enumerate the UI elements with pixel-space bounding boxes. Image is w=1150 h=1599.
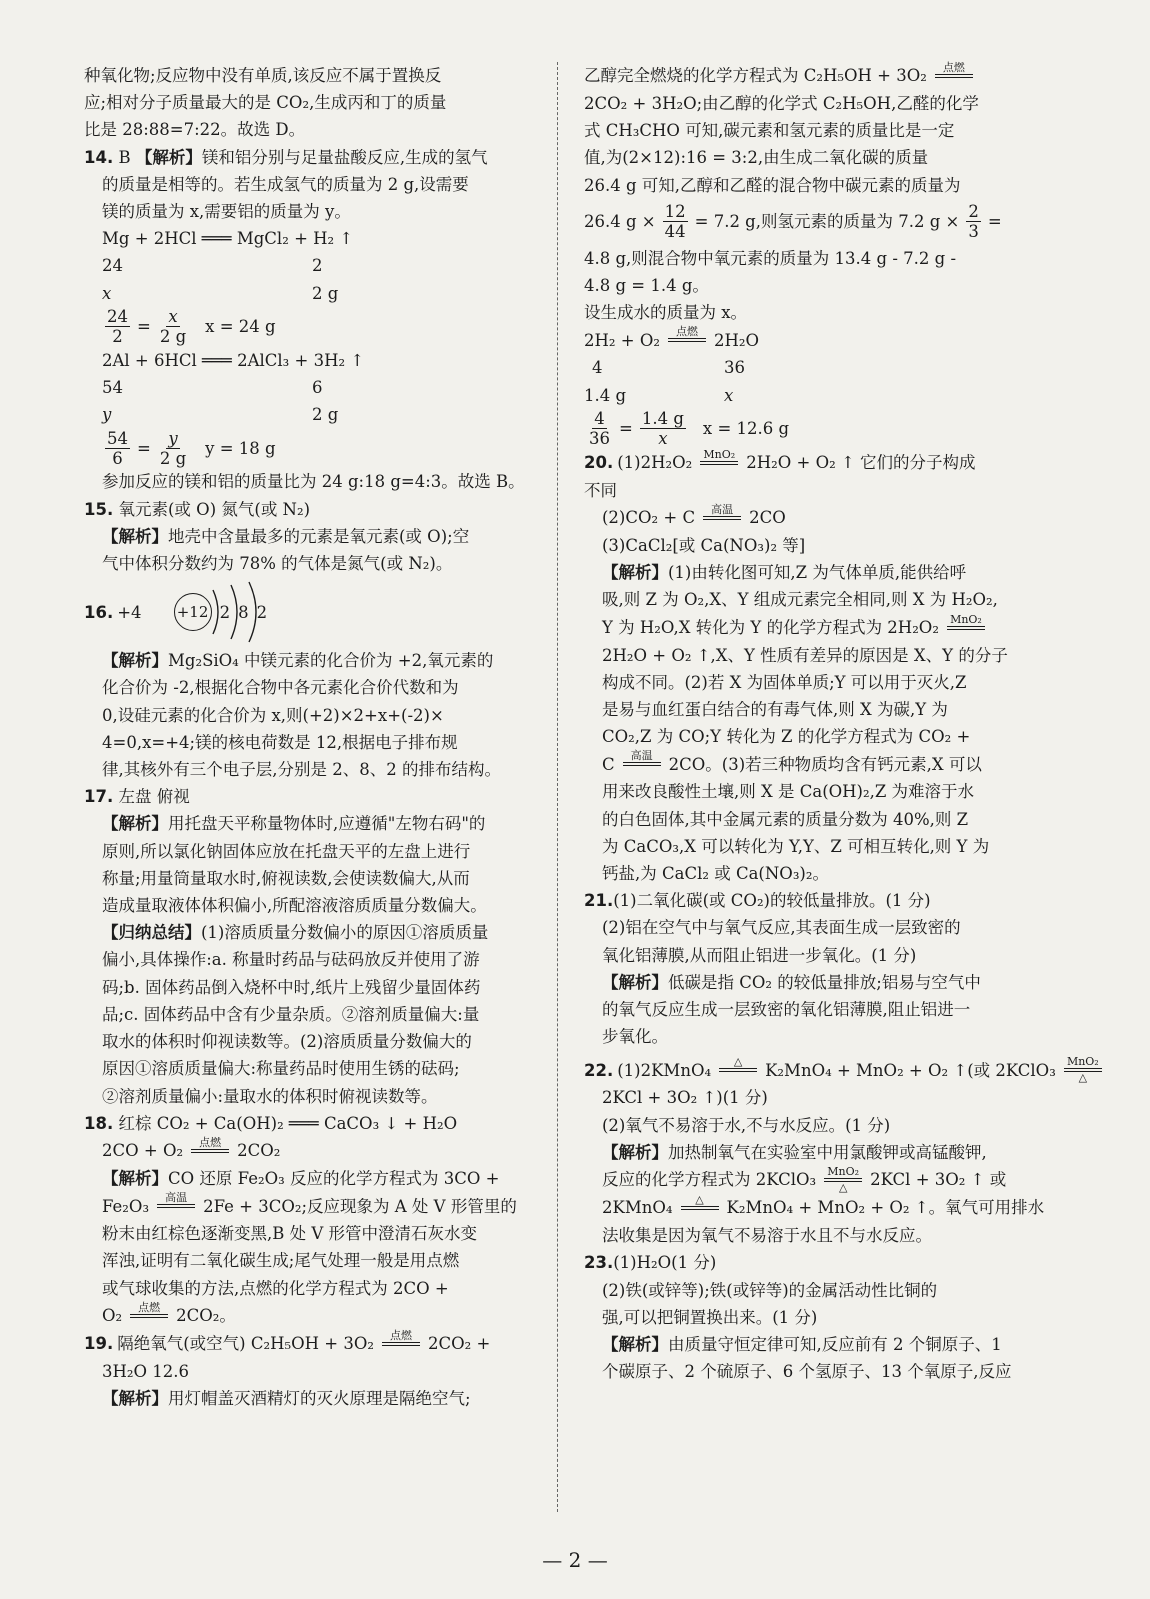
- analysis: [84, 810, 536, 837]
- numerator: x: [168, 307, 178, 327]
- analysis: [84, 523, 536, 550]
- text-line: 浑浊,证明有二氧化碳生成;尾气处理一般是用点燃: [102, 1251, 460, 1271]
- fraction: [587, 409, 612, 448]
- text-line: [584, 199, 1060, 245]
- analysis-text: (1)由转化图可知,Z 为气体单质,能供给呼: [668, 563, 967, 583]
- value: x: [102, 283, 112, 303]
- electron-count: 8: [238, 602, 249, 622]
- text: 乙醇完全燃烧的化学方程式为 C₂H₅OH + 3O₂: [584, 66, 927, 86]
- analysis-tag: 【解析】: [135, 147, 202, 167]
- analysis: [84, 647, 536, 674]
- summary-text: (1)溶质质量分数偏小的原因①溶质质量: [201, 923, 489, 943]
- text-line: 或气球收集的方法,点燃的化学方程式为 2CO +: [102, 1278, 449, 1298]
- numerator: 24: [107, 307, 128, 327]
- analysis-text: 加热制氧气在实验室中用氯酸钾或高锰酸钾,: [668, 1142, 987, 1162]
- result: x = 24 g: [205, 317, 276, 337]
- fraction: [158, 429, 188, 468]
- text-line: 镁的质量为 x,需要铝的质量为 y。: [102, 202, 351, 222]
- text: Y 为 H₂O,X 转化为 Y 的化学方程式为 2H₂O₂: [602, 618, 939, 638]
- text-line: 的氧气反应生成一层致密的氧化铝薄膜,阻止铝进一: [602, 1000, 971, 1020]
- text-line: 不同: [584, 480, 617, 500]
- products: 2CO₂。: [176, 1306, 236, 1326]
- text-line: (2)铝在空气中与氧气反应,其表面生成一层致密的: [602, 918, 961, 938]
- denominator: 2 g: [159, 327, 187, 347]
- text-line: 3H₂O 12.6: [102, 1361, 190, 1381]
- text-line: 钙盐,为 CaCl₂ 或 Ca(NO₃)₂。: [602, 864, 829, 884]
- equation-mass-row: [584, 354, 1060, 381]
- text: 2Fe + 3CO₂;反应现象为 A 处 V 形管里的: [203, 1196, 517, 1216]
- question-22: [584, 1055, 1099, 1085]
- question-number: 17.: [84, 787, 114, 807]
- fraction: [966, 202, 981, 241]
- equation-mass-row: [84, 252, 536, 279]
- electron-count: 2: [219, 602, 231, 622]
- reaction-condition: [382, 1330, 420, 1358]
- equals-bar: [700, 461, 738, 465]
- condition-label: △: [1078, 1071, 1088, 1085]
- condition-label: 点燃: [675, 325, 698, 339]
- answer: (1)二氧化碳(或 CO₂)的较低量排放。(1 分): [613, 891, 931, 911]
- text-line: 2KCl + 3O₂ ↑)(1 分): [602, 1088, 768, 1108]
- reaction-condition: [668, 326, 706, 354]
- electron-shell-arcs: [205, 580, 265, 644]
- result: y = 18 g: [205, 438, 276, 458]
- analysis-tag: 【解析】: [602, 972, 668, 992]
- summary: [84, 919, 536, 946]
- text-line: 用来改良酸性土壤,则 X 是 Ca(OH)₂,Z 为难溶于水: [602, 782, 975, 802]
- text-line: 的白色固体,其中金属元素的质量分数为 40%,则 Z: [602, 809, 969, 829]
- analysis-text: 用灯帽盖灭酒精灯的灭火原理是隔绝空气;: [168, 1388, 471, 1408]
- analysis-tag: 【解析】: [602, 1142, 668, 1162]
- text-line: 值,为(2×12):16 = 3:2,由生成二氧化碳的质量: [584, 148, 929, 168]
- equation: 2Al + 6HCl ═══ 2AlCl₃ + 3H₂ ↑: [102, 350, 365, 370]
- equals-bar: [935, 74, 973, 78]
- text-line: (2)铁(或锌等);铁(或锌等)的金属活动性比铜的: [602, 1280, 938, 1300]
- fraction: [158, 307, 188, 346]
- text-line: 构成不同。(2)若 X 为固体单质;Y 可以用于灭火,Z: [602, 672, 967, 692]
- analysis: [584, 1139, 1060, 1166]
- text-line: ②溶剂质量偏小:量取水的体积时俯视读数等。: [102, 1086, 438, 1106]
- denominator: x: [658, 429, 668, 449]
- text-line: 4.8 g,则混合物中氧元素的质量为 13.4 g - 7.2 g -: [584, 248, 957, 268]
- analysis-tag: 【解析】: [102, 1168, 168, 1188]
- text-line: 步氧化。: [602, 1027, 668, 1047]
- answer: (1)2KMnO₄: [617, 1060, 712, 1080]
- fraction: [640, 409, 686, 448]
- value: y: [102, 405, 112, 425]
- text-line: 码;b. 固体药品倒入烧杯中时,纸片上残留少量固体药: [102, 977, 481, 997]
- equals-bar: [191, 1149, 229, 1153]
- reactants: O₂: [102, 1306, 123, 1326]
- reactants: Fe₂O₃: [102, 1196, 150, 1216]
- analysis-text: 由质量守恒定律可知,反应前有 2 个铜原子、1: [668, 1334, 1002, 1354]
- text: 2KMnO₄: [602, 1198, 673, 1218]
- answer: 左盘 俯视: [118, 787, 190, 807]
- value: 2: [312, 256, 323, 276]
- nucleus: +12: [174, 593, 212, 631]
- text: K₂MnO₄ + MnO₂ + O₂ ↑。氧气可用排水: [726, 1198, 1045, 1218]
- equation-mass-row: [84, 374, 536, 401]
- condition-label: 高温: [165, 1191, 188, 1205]
- denominator: 2: [112, 327, 123, 347]
- analysis-tag: 【解析】: [102, 814, 168, 834]
- fraction: [105, 307, 130, 346]
- reaction-condition: [1064, 1056, 1102, 1084]
- text-line: 粉末由红棕色逐渐变黑,B 处 V 形管中澄清石灰水变: [102, 1224, 478, 1244]
- question-23: [584, 1249, 1060, 1276]
- text-line: 2H₂O + O₂ ↑,X、Y 性质有差异的原因是 X、Y 的分子: [602, 645, 1008, 665]
- equals: =: [137, 317, 151, 337]
- text-line: 比是 28:88=7:22。故选 D。: [84, 120, 306, 140]
- condition-label: 点燃: [199, 1135, 222, 1149]
- question-number: 19.: [84, 1334, 114, 1354]
- text-line: 为 CaCO₃,X 可以转化为 Y,Y、Z 可相互转化,则 Y 为: [602, 836, 990, 856]
- analysis-tag: 【解析】: [102, 526, 168, 546]
- products: 2H₂O: [713, 330, 759, 350]
- analysis: [84, 1165, 536, 1192]
- summary-tag: 【归纳总结】: [102, 923, 201, 943]
- text: 2KCl + 3O₂ ↑ 或: [870, 1170, 1007, 1190]
- question-21: [584, 887, 1060, 914]
- text-line: 律,其核外有三个电子层,分别是 2、8、2 的排布结构。: [102, 760, 501, 780]
- question-number: 15.: [84, 499, 114, 519]
- numerator: 12: [664, 202, 686, 222]
- value: 36: [724, 358, 745, 378]
- text-line: CO₂,Z 为 CO;Y 转化为 Z 的化学方程式为 CO₂ +: [602, 727, 971, 747]
- numerator: 2: [968, 202, 979, 222]
- text-line: 应;相对分子质量最大的是 CO₂,生成丙和丁的质量: [84, 93, 447, 113]
- answer: (1)2H₂O₂: [617, 453, 693, 473]
- text-line: (2)氧气不易溶于水,不与水反应。(1 分): [602, 1115, 891, 1135]
- condition-label: 点燃: [942, 61, 965, 74]
- question-19: [84, 1330, 536, 1358]
- text-line: 0,设硅元素的化合价为 x,则(+2)×2+x+(-2)×: [102, 705, 444, 725]
- equation: [84, 1302, 536, 1330]
- text: 2CO。(3)若三种物质均含有钙元素,X 可以: [668, 754, 982, 774]
- proportion: [84, 428, 536, 468]
- value: x: [724, 385, 734, 405]
- text-line: 4=0,x=+4;镁的核电荷数是 12,根据电子排布规: [102, 732, 458, 752]
- text-line: 吸,则 Z 为 O₂,X、Y 组成元素完全相同,则 X 为 H₂O₂,: [602, 590, 998, 610]
- text-line: 式 CH₃CHO 可知,碳元素和氢元素的质量比是一定: [584, 121, 955, 141]
- value: 4: [592, 358, 603, 378]
- text-line: [584, 614, 1060, 642]
- condition-label: 高温: [711, 503, 734, 517]
- text-line: 偏小,具体操作:a. 称量时药品与砝码放反并使用了游: [102, 950, 480, 970]
- text: C: [602, 754, 615, 774]
- condition-label: △: [733, 1055, 743, 1069]
- equals-bar: [703, 516, 741, 520]
- text-line: [84, 1192, 536, 1220]
- condition-label: MnO₂: [950, 612, 982, 626]
- value: 1.4 g: [584, 385, 627, 405]
- question-16: [84, 577, 536, 647]
- equation-mass-row: [84, 280, 536, 307]
- denominator: 44: [664, 222, 686, 242]
- text-line: 26.4 g 可知,乙醇和乙醛的混合物中碳元素的质量为: [584, 175, 961, 195]
- value: 24: [102, 256, 123, 276]
- analysis-text: 用托盘天平称量物体时,应遵循"左物右码"的: [168, 814, 486, 834]
- answer: +4: [117, 602, 142, 622]
- numerator: 4: [594, 409, 605, 429]
- text-line: 4.8 g = 1.4 g。: [584, 276, 709, 296]
- answer: 红棕 CO₂ + Ca(OH)₂ ═══ CaCO₃ ↓ + H₂O: [118, 1113, 458, 1133]
- reaction-condition: [719, 1056, 757, 1084]
- text-line: 个碳原子、2 个硫原子、6 个氢原子、13 个氧原子,反应: [602, 1362, 1012, 1382]
- products: 2CO₂: [237, 1141, 281, 1161]
- equals: =: [137, 438, 151, 458]
- value: 2 g: [312, 283, 339, 303]
- text-line: [584, 62, 1060, 90]
- text-line: (3)CaCl₂[或 Ca(NO₃)₂ 等]: [602, 536, 806, 556]
- answer: [584, 504, 1060, 532]
- reaction-condition: [824, 1166, 862, 1194]
- condition-label: 点燃: [138, 1300, 161, 1314]
- electron-count: 2: [256, 602, 268, 622]
- condition-label: △: [695, 1193, 704, 1207]
- text-line: 2CO₂ + 3H₂O;由乙醇的化学式 C₂H₅OH,乙醛的化学: [584, 94, 979, 113]
- text-line: [584, 750, 1060, 778]
- analysis-text: CO 还原 Fe₂O₃ 反应的化学方程式为 3CO +: [168, 1168, 500, 1188]
- numerator: 1.4 g: [641, 409, 684, 429]
- text-line: 参加反应的镁和铝的质量比为 24 g:18 g=4:3。故选 B。: [102, 472, 525, 492]
- reaction-condition: [700, 449, 738, 477]
- condition-label: 点燃: [389, 1328, 412, 1342]
- reaction-condition: [681, 1194, 719, 1222]
- question-number: 18.: [84, 1113, 114, 1133]
- text-line: 原因①溶质质量偏大:称量药品时使用生锈的砝码;: [102, 1059, 460, 1079]
- analysis-tag: 【解析】: [602, 1334, 668, 1354]
- answer: B: [118, 147, 131, 167]
- equation: [584, 326, 1060, 354]
- left-column: [84, 62, 536, 1412]
- analysis: [584, 969, 1060, 996]
- reactants: 2H₂ + O₂: [584, 330, 660, 350]
- answer: (1)H₂O(1 分): [613, 1253, 717, 1273]
- text: 26.4 g ×: [584, 212, 656, 232]
- text-line: 气中体积分数约为 78% 的气体是氮气(或 N₂)。: [102, 554, 453, 574]
- reaction-condition: [935, 62, 973, 90]
- right-column: [584, 61, 1099, 1385]
- equals: =: [619, 419, 633, 439]
- equals-bar: [719, 1068, 757, 1072]
- text-line: 称量;用量筒量取水时,俯视读数,会使读数偏大,从而: [102, 868, 470, 888]
- equals-bar: [668, 338, 706, 342]
- text-line: 氧化铝薄膜,从而阻止铝进一步氧化。(1 分): [602, 945, 917, 965]
- text-line: 原则,所以氯化钠固体应放在托盘天平的左盘上进行: [102, 841, 471, 861]
- question-15: [84, 496, 536, 523]
- reaction-condition: [157, 1192, 195, 1220]
- proportion: [584, 409, 1060, 449]
- reaction-condition: [623, 750, 661, 778]
- reaction-condition: [130, 1302, 168, 1330]
- text-line: 品;c. 固体药品中含有少量杂质。②溶剂质量偏大:量: [102, 1004, 480, 1024]
- text-line: 的质量是相等的。若生成氢气的质量为 2 g,设需要: [102, 174, 469, 194]
- value: 2 g: [312, 405, 339, 425]
- equals-bar: [681, 1206, 719, 1210]
- condition-label: △: [838, 1181, 848, 1195]
- condition-label: MnO₂: [1066, 1055, 1099, 1069]
- analysis: [584, 1331, 1060, 1358]
- answer: 2CO₂ +: [427, 1334, 491, 1354]
- result: x = 12.6 g: [702, 419, 790, 439]
- text-line: 强,可以把铜置换出来。(1 分): [602, 1307, 818, 1327]
- denominator: 3: [968, 222, 979, 242]
- reaction-condition: [947, 614, 985, 642]
- answer: 2H₂O + O₂ ↑ 它们的分子构成: [746, 453, 976, 473]
- question-number: 16.: [84, 602, 114, 622]
- fraction: [105, 429, 130, 468]
- question-number: 21.: [584, 891, 614, 911]
- page-number: — 2 —: [542, 1548, 608, 1572]
- analysis-text: Mg₂SiO₄ 中镁元素的化合价为 +2,氧元素的: [168, 651, 494, 671]
- question-number: 22.: [584, 1060, 614, 1080]
- text-line: 是易与血红蛋白结合的有毒气体,则 X 为碳,Y 为: [602, 700, 948, 720]
- equals-bar: [947, 626, 985, 630]
- value: 54: [102, 378, 123, 398]
- answer: K₂MnO₄ + MnO₂ + O₂ ↑(或 2KClO₃: [765, 1060, 1056, 1080]
- analysis-tag: 【解析】: [602, 563, 668, 583]
- value: 6: [312, 378, 323, 398]
- atom-structure-diagram: [174, 580, 266, 644]
- reactants: (2)CO₂ + C: [602, 508, 696, 528]
- analysis-tag: 【解析】: [102, 1388, 168, 1408]
- column-divider: [557, 62, 558, 1512]
- analysis-text: 低碳是指 CO₂ 的较低量排放;铝易与空气中: [668, 972, 981, 992]
- text-line: [584, 1194, 1060, 1222]
- equals-bar: [623, 762, 661, 766]
- condition-label: MnO₂: [703, 447, 736, 461]
- analysis: [84, 1385, 536, 1412]
- text-line: [584, 1166, 1060, 1194]
- text-line: 化合价为 -2,根据化合物中各元素化合价代数和为: [102, 678, 459, 698]
- text-line: 造成量取液体体积偏小,所配溶液溶质质量分数偏大。: [102, 896, 487, 916]
- answer: 隔绝氧气(或空气) C₂H₅OH + 3O₂: [117, 1334, 374, 1354]
- question-18: [84, 1110, 536, 1137]
- text-line: 法收集是因为氧气不易溶于水且不与水反应。: [602, 1226, 932, 1246]
- denominator: 2 g: [159, 448, 187, 468]
- text: = 7.2 g,则氢元素的质量为 7.2 g ×: [694, 212, 960, 232]
- equation-mass-row: [84, 401, 536, 428]
- analysis-text: 地壳中含量最多的元素是氧元素(或 O);空: [168, 526, 470, 546]
- question-number: 20.: [584, 453, 614, 473]
- products: 2CO: [749, 508, 786, 528]
- numerator: y: [168, 428, 178, 448]
- equation-mass-row: [584, 382, 1060, 409]
- analysis-tag: 【解析】: [102, 651, 168, 671]
- numerator: 54: [107, 428, 128, 448]
- equation: Mg + 2HCl ═══ MgCl₂ + H₂ ↑: [102, 229, 354, 249]
- equals-bar: [130, 1314, 168, 1318]
- reaction-condition: [703, 504, 741, 532]
- reactants: 2CO + O₂: [102, 1141, 184, 1161]
- question-number: 14.: [84, 147, 114, 167]
- equals-bar: [157, 1204, 195, 1208]
- denominator: 6: [112, 448, 123, 468]
- text: =: [987, 212, 1002, 232]
- question-14: [84, 144, 536, 171]
- analysis: [584, 559, 1060, 586]
- text-line: 取水的体积时仰视读数等。(2)溶质质量分数偏大的: [102, 1032, 472, 1052]
- equation: [84, 1137, 536, 1165]
- proportion: [84, 307, 536, 347]
- denominator: 36: [589, 429, 610, 449]
- answer: 氧元素(或 O) 氮气(或 N₂): [118, 499, 311, 519]
- equals-bar: [382, 1342, 420, 1346]
- question-number: 23.: [584, 1253, 614, 1273]
- fraction: [663, 202, 688, 241]
- condition-label: MnO₂: [827, 1165, 860, 1179]
- reaction-condition: [191, 1137, 229, 1165]
- text-line: 设生成水的质量为 x。: [584, 303, 748, 323]
- condition-label: 高温: [630, 749, 653, 763]
- text: 反应的化学方程式为 2KClO₃: [602, 1170, 817, 1190]
- analysis-text: 镁和铝分别与足量盐酸反应,生成的氢气: [201, 147, 488, 167]
- question-17: [84, 783, 536, 810]
- question-20: [584, 449, 1060, 477]
- text-line: 种氧化物;反应物中没有单质,该反应不属于置换反: [84, 66, 442, 85]
